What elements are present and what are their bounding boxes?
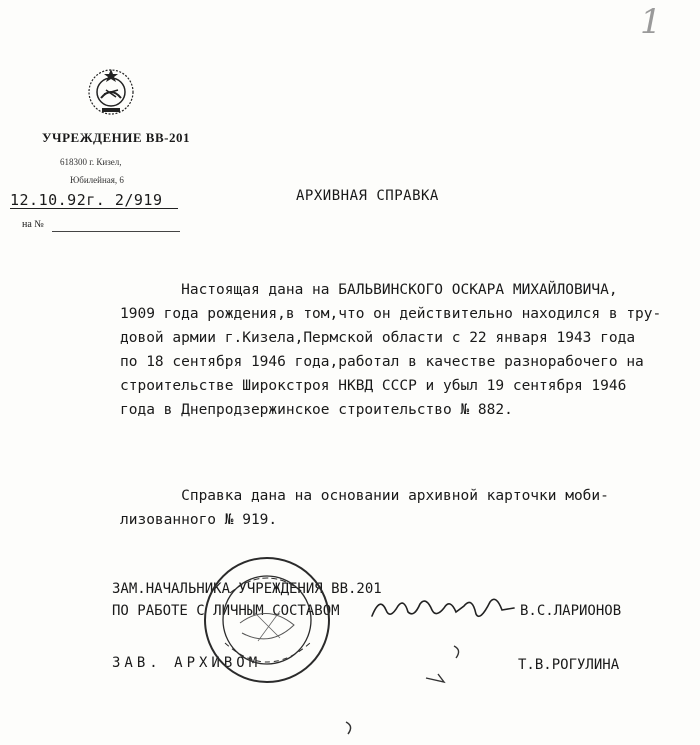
deputy-head-title: ЗАМ.НАЧАЛЬНИКА УЧРЕЖДЕНИЯ ВВ.201 [112,581,382,597]
paragraph-line: 1909 года рождения,в том,что он действительно находился в тру- [120,306,662,322]
paragraph-line: года в Днепродзержинское строительство № 882. [120,402,513,418]
document-title: АРХИВНАЯ СПРАВКА [296,188,439,204]
reference-underline [10,208,178,209]
paragraph-line: по 18 сентября 1946 года,работал в качестве разнорабочего на [120,354,644,370]
certificate-paragraph-1 [120,278,661,422]
rogulina-handwritten-signature [418,642,478,686]
paragraph-line: строительстве Широкстроя НКВД СССР и убыл 19 сентября 1946 [120,378,627,394]
official-round-stamp [200,553,335,688]
archive-head-title: ЗАВ. АРХИВОМ [112,655,262,671]
paragraph-line: Настоящая дана на БАЛЬВИНСКОГО ОСКАРА МИХАЙЛОВИЧА, [120,282,618,298]
larionov-handwritten-signature [368,588,518,628]
address-line-2: Юбилейная, 6 [70,175,124,185]
reply-to-underline [52,231,180,232]
certificate-paragraph-2 [120,484,609,532]
state-emblem-icon [84,64,138,118]
reply-to-label: на № [22,219,44,230]
signatory-name-larionov: В.С.ЛАРИОНОВ [520,603,622,619]
reference-date-number: 12.10.92г. 2/919 [10,191,163,209]
ink-mark [342,720,358,736]
paragraph-line: лизованного № 919. [120,512,278,528]
paragraph-line: довой армии г.Кизела,Пермской области с 22 января 1943 года [120,330,636,346]
personnel-work-title: ПО РАБОТЕ С ЛИЧНЫМ СОСТАВОМ [112,603,340,619]
institution-name: УЧРЕЖДЕНИЕ ВВ-201 [42,130,190,145]
signatory-name-rogulina: Т.В.РОГУЛИНА [518,657,620,673]
address-line-1: 618300 г. Кизел, [60,157,122,167]
page-number: 1 [640,2,662,42]
paragraph-line: Справка дана на основании архивной карточки моби- [120,488,609,504]
